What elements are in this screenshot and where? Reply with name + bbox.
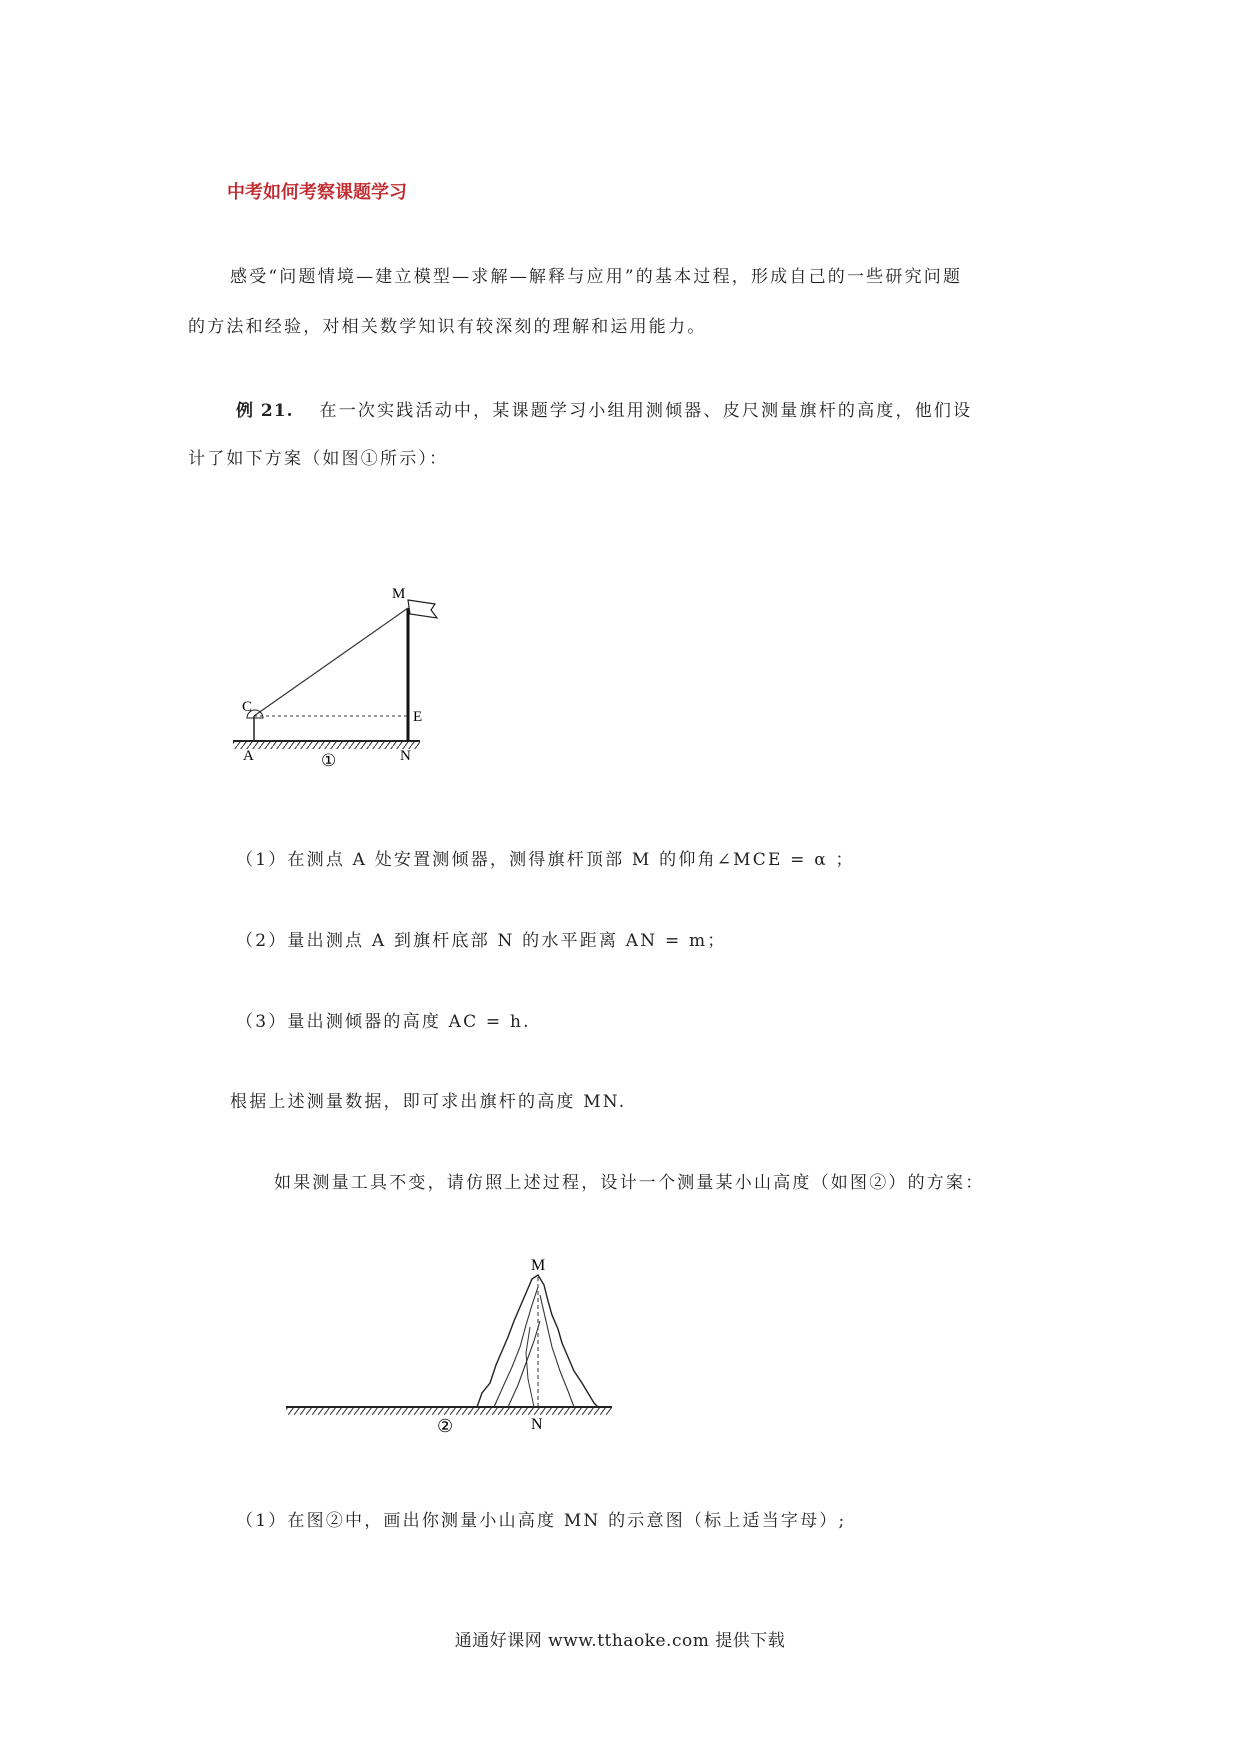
label-M: M: [392, 586, 406, 602]
sight-line-CM: [254, 608, 408, 716]
label-M: M: [531, 1257, 546, 1274]
ground-hatch: [233, 742, 420, 749]
design-prompt: 如果测量工具不变，请仿照上述过程，设计一个测量某小山高度（如图②）的方案：: [274, 1173, 985, 1193]
ground-hatch: [286, 1408, 612, 1415]
example-line-1: [236, 396, 972, 421]
intro-line-2: 的方法和经验，对相关数学知识有较深刻的理解和运用能力。: [188, 317, 707, 337]
step-2: （2）量出测点 A 到旗杆底部 N 的水平距离 AN = m；: [236, 931, 727, 951]
label-N: N: [531, 1416, 543, 1433]
label-A: A: [243, 748, 254, 764]
example-line-2: 计了如下方案（如图①所示）：: [188, 449, 449, 469]
label-C: C: [242, 699, 253, 715]
step-1: （1）在测点 A 处安置测倾器，测得旗杆顶部 M 的仰角∠MCE = α ；: [236, 850, 855, 870]
figure-2-caption: ②: [437, 1416, 454, 1436]
conclusion: 根据上述测量数据，即可求出旗杆的高度 MN.: [230, 1092, 627, 1112]
page-title: 中考如何考察课题学习: [227, 182, 407, 203]
intro-line-1: 感受“问题情境—建立模型—求解—解释与应用”的基本过程，形成自己的一些研究问题: [230, 267, 963, 287]
hill-ridge-center: [526, 1327, 534, 1407]
hill-ridge-right: [540, 1295, 574, 1407]
flag: [408, 600, 437, 618]
footer: 通通好课网 www.tthaoke.com 提供下载: [454, 1631, 786, 1651]
label-N: N: [400, 748, 411, 764]
question-1: （1）在图②中，画出你测量小山高度 MN 的示意图（标上适当字母）;: [236, 1511, 847, 1531]
step-3: （3）量出测倾器的高度 AC = h.: [236, 1012, 531, 1032]
example-label: 例 21.: [236, 401, 294, 421]
example-text: 在一次实践活动中，某课题学习小组用测倾器、皮尺测量旗杆的高度，他们设: [319, 401, 973, 421]
label-E: E: [413, 709, 423, 725]
figure-1-caption: ①: [321, 751, 337, 770]
figure-1-flagpole: [225, 578, 450, 773]
figure-2-hill: [282, 1255, 622, 1455]
